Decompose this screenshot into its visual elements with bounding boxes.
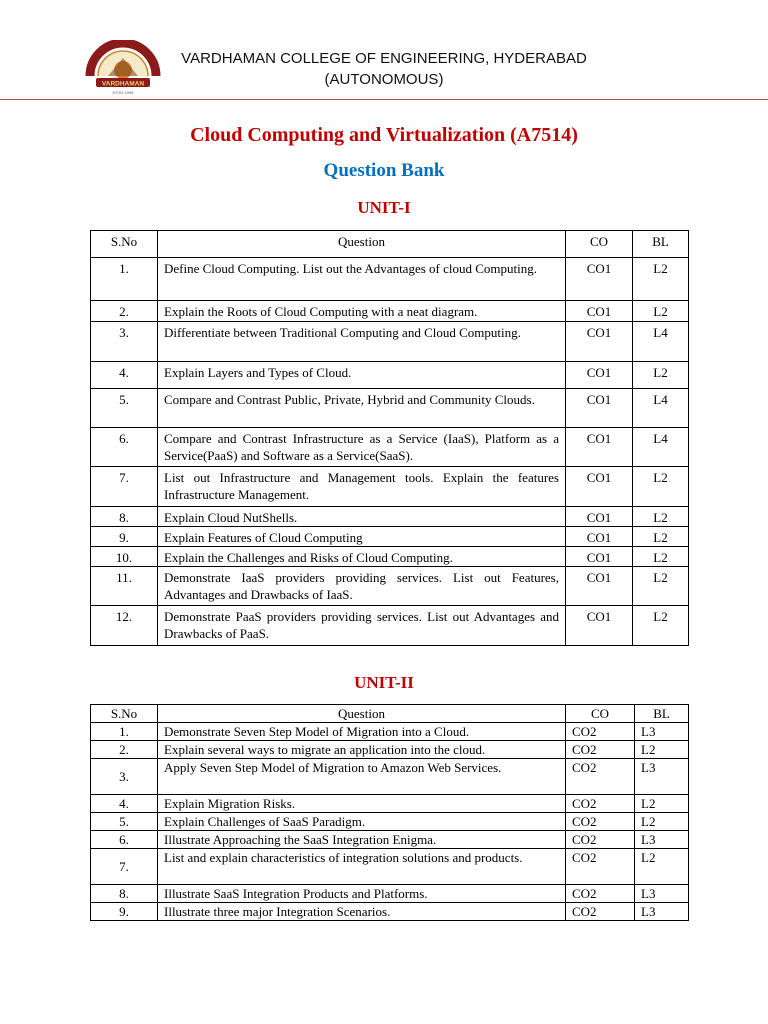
- column-header-bl: BL: [635, 705, 689, 723]
- sno-cell: 4.: [91, 795, 158, 813]
- co-cell: CO1: [566, 467, 633, 507]
- table-header-row: [91, 705, 689, 723]
- table-row: [91, 885, 689, 903]
- header-divider: [0, 99, 768, 100]
- sno-cell: 6.: [91, 428, 158, 467]
- question-cell: Demonstrate Seven Step Model of Migration into a Cloud.: [158, 723, 566, 741]
- bl-cell: L3: [635, 831, 689, 849]
- question-cell: Explain Cloud NutShells.: [158, 507, 566, 527]
- co-cell: CO2: [566, 813, 635, 831]
- bl-cell: L2: [633, 301, 689, 322]
- bl-cell: L2: [633, 547, 689, 567]
- table-row: [91, 723, 689, 741]
- table-row: [91, 322, 689, 362]
- college-name-line1: VARDHAMAN COLLEGE OF ENGINEERING, HYDERABAD: [181, 50, 587, 67]
- table-row: [91, 567, 689, 606]
- co-cell: CO2: [566, 831, 635, 849]
- co-cell: CO2: [566, 885, 635, 903]
- question-cell: Apply Seven Step Model of Migration to Amazon Web Services.: [158, 759, 566, 795]
- sno-cell: 1.: [91, 723, 158, 741]
- co-cell: CO1: [566, 507, 633, 527]
- sno-cell: 11.: [91, 567, 158, 606]
- question-cell: Explain Features of Cloud Computing: [158, 527, 566, 547]
- question-cell: List out Infrastructure and Management tools. Explain the features Infrastructure Management.: [158, 467, 566, 507]
- co-cell: CO2: [566, 759, 635, 795]
- question-bank-heading: Question Bank: [323, 160, 445, 181]
- bl-cell: L4: [633, 322, 689, 362]
- table-row: [91, 741, 689, 759]
- table-row: [91, 258, 689, 301]
- question-cell: Illustrate three major Integration Scenarios.: [158, 903, 566, 921]
- bl-cell: L3: [635, 903, 689, 921]
- bl-cell: L3: [635, 759, 689, 795]
- co-cell: CO1: [566, 258, 633, 301]
- question-cell: Demonstrate IaaS providers providing services. List out Features, Advantages and Drawbacks of IaaS.: [158, 567, 566, 606]
- sno-cell: 2.: [91, 741, 158, 759]
- table-row: [91, 759, 689, 795]
- sno-cell: 9.: [91, 903, 158, 921]
- sno-cell: 2.: [91, 301, 158, 322]
- column-header-bl: BL: [633, 231, 689, 258]
- column-header-sno: S.No: [91, 231, 158, 258]
- sno-cell: 5.: [91, 389, 158, 428]
- svg-text:VARDHAMAN: VARDHAMAN: [101, 80, 145, 88]
- sno-cell: 7.: [91, 467, 158, 507]
- sno-cell: 4.: [91, 362, 158, 389]
- question-cell: Explain the Challenges and Risks of Cloud Computing.: [158, 547, 566, 567]
- sno-cell: 8.: [91, 507, 158, 527]
- question-cell: Define Cloud Computing. List out the Advantages of cloud Computing.: [158, 258, 566, 301]
- question-cell: Demonstrate PaaS providers providing services. List out Advantages and Drawbacks of PaaS.: [158, 606, 566, 646]
- svg-text:ESTD 1999: ESTD 1999: [112, 90, 134, 95]
- table-row: [91, 428, 689, 467]
- co-cell: CO2: [566, 795, 635, 813]
- question-cell: Explain Migration Risks.: [158, 795, 566, 813]
- bl-cell: L2: [633, 567, 689, 606]
- question-cell: Illustrate SaaS Integration Products and Platforms.: [158, 885, 566, 903]
- co-cell: CO1: [566, 389, 633, 428]
- column-header-co: CO: [566, 231, 633, 258]
- table-row: [91, 831, 689, 849]
- column-header-sno: S.No: [91, 705, 158, 723]
- sno-cell: 3.: [91, 759, 158, 795]
- co-cell: CO2: [566, 741, 635, 759]
- page-header: [0, 0, 768, 100]
- co-cell: CO1: [566, 322, 633, 362]
- sno-cell: 9.: [91, 527, 158, 547]
- bl-cell: L2: [633, 507, 689, 527]
- table-row: [91, 301, 689, 322]
- co-cell: CO2: [566, 723, 635, 741]
- table-row: [91, 849, 689, 885]
- bl-cell: L2: [633, 527, 689, 547]
- question-cell: Explain Layers and Types of Cloud.: [158, 362, 566, 389]
- co-cell: CO1: [566, 428, 633, 467]
- question-cell: Compare and Contrast Infrastructure as a Service (IaaS), Platform as a Service(PaaS) and Software as a Service(SaaS).: [158, 428, 566, 467]
- unit1-question-table: [90, 230, 689, 646]
- column-header-question: Question: [158, 231, 566, 258]
- bl-cell: L3: [635, 723, 689, 741]
- sno-cell: 6.: [91, 831, 158, 849]
- bl-cell: L2: [633, 362, 689, 389]
- co-cell: CO1: [566, 567, 633, 606]
- question-cell: Illustrate Approaching the SaaS Integration Enigma.: [158, 831, 566, 849]
- bl-cell: L4: [633, 428, 689, 467]
- sno-cell: 5.: [91, 813, 158, 831]
- co-cell: CO1: [566, 547, 633, 567]
- bl-cell: L4: [633, 389, 689, 428]
- sno-cell: 7.: [91, 849, 158, 885]
- question-cell: Explain several ways to migrate an application into the cloud.: [158, 741, 566, 759]
- co-cell: CO1: [566, 362, 633, 389]
- table-row: [91, 903, 689, 921]
- co-cell: CO2: [566, 849, 635, 885]
- question-cell: List and explain characteristics of integration solutions and products.: [158, 849, 566, 885]
- college-name: [150, 48, 618, 90]
- bl-cell: L2: [633, 467, 689, 507]
- course-title: Cloud Computing and Virtualization (A7514): [190, 124, 578, 146]
- table-row: [91, 813, 689, 831]
- table-row: [91, 362, 689, 389]
- bl-cell: L2: [635, 795, 689, 813]
- co-cell: CO1: [566, 527, 633, 547]
- college-name-line2: (AUTONOMOUS): [324, 71, 444, 88]
- table-row: [91, 527, 689, 547]
- sno-cell: 3.: [91, 322, 158, 362]
- column-header-co: CO: [566, 705, 635, 723]
- bl-cell: L2: [633, 258, 689, 301]
- table-row: [91, 606, 689, 646]
- question-cell: Differentiate between Traditional Computing and Cloud Computing.: [158, 322, 566, 362]
- co-cell: CO1: [566, 606, 633, 646]
- bl-cell: L2: [635, 849, 689, 885]
- bl-cell: L2: [635, 813, 689, 831]
- sno-cell: 1.: [91, 258, 158, 301]
- sno-cell: 10.: [91, 547, 158, 567]
- column-header-question: Question: [158, 705, 566, 723]
- bl-cell: L2: [633, 606, 689, 646]
- bl-cell: L2: [635, 741, 689, 759]
- sno-cell: 12.: [91, 606, 158, 646]
- question-cell: Explain Challenges of SaaS Paradigm.: [158, 813, 566, 831]
- table-row: [91, 467, 689, 507]
- sno-cell: 8.: [91, 885, 158, 903]
- table-row: [91, 547, 689, 567]
- table-row: [91, 795, 689, 813]
- co-cell: CO2: [566, 903, 635, 921]
- co-cell: CO1: [566, 301, 633, 322]
- question-cell: Compare and Contrast Public, Private, Hybrid and Community Clouds.: [158, 389, 566, 428]
- unit1-heading: UNIT-I: [357, 198, 411, 217]
- table-row: [91, 389, 689, 428]
- table-row: [91, 507, 689, 527]
- unit2-question-table: [90, 704, 689, 921]
- bl-cell: L3: [635, 885, 689, 903]
- unit2-heading: UNIT-II: [354, 673, 414, 692]
- question-cell: Explain the Roots of Cloud Computing with a neat diagram.: [158, 301, 566, 322]
- table-header-row: [91, 231, 689, 258]
